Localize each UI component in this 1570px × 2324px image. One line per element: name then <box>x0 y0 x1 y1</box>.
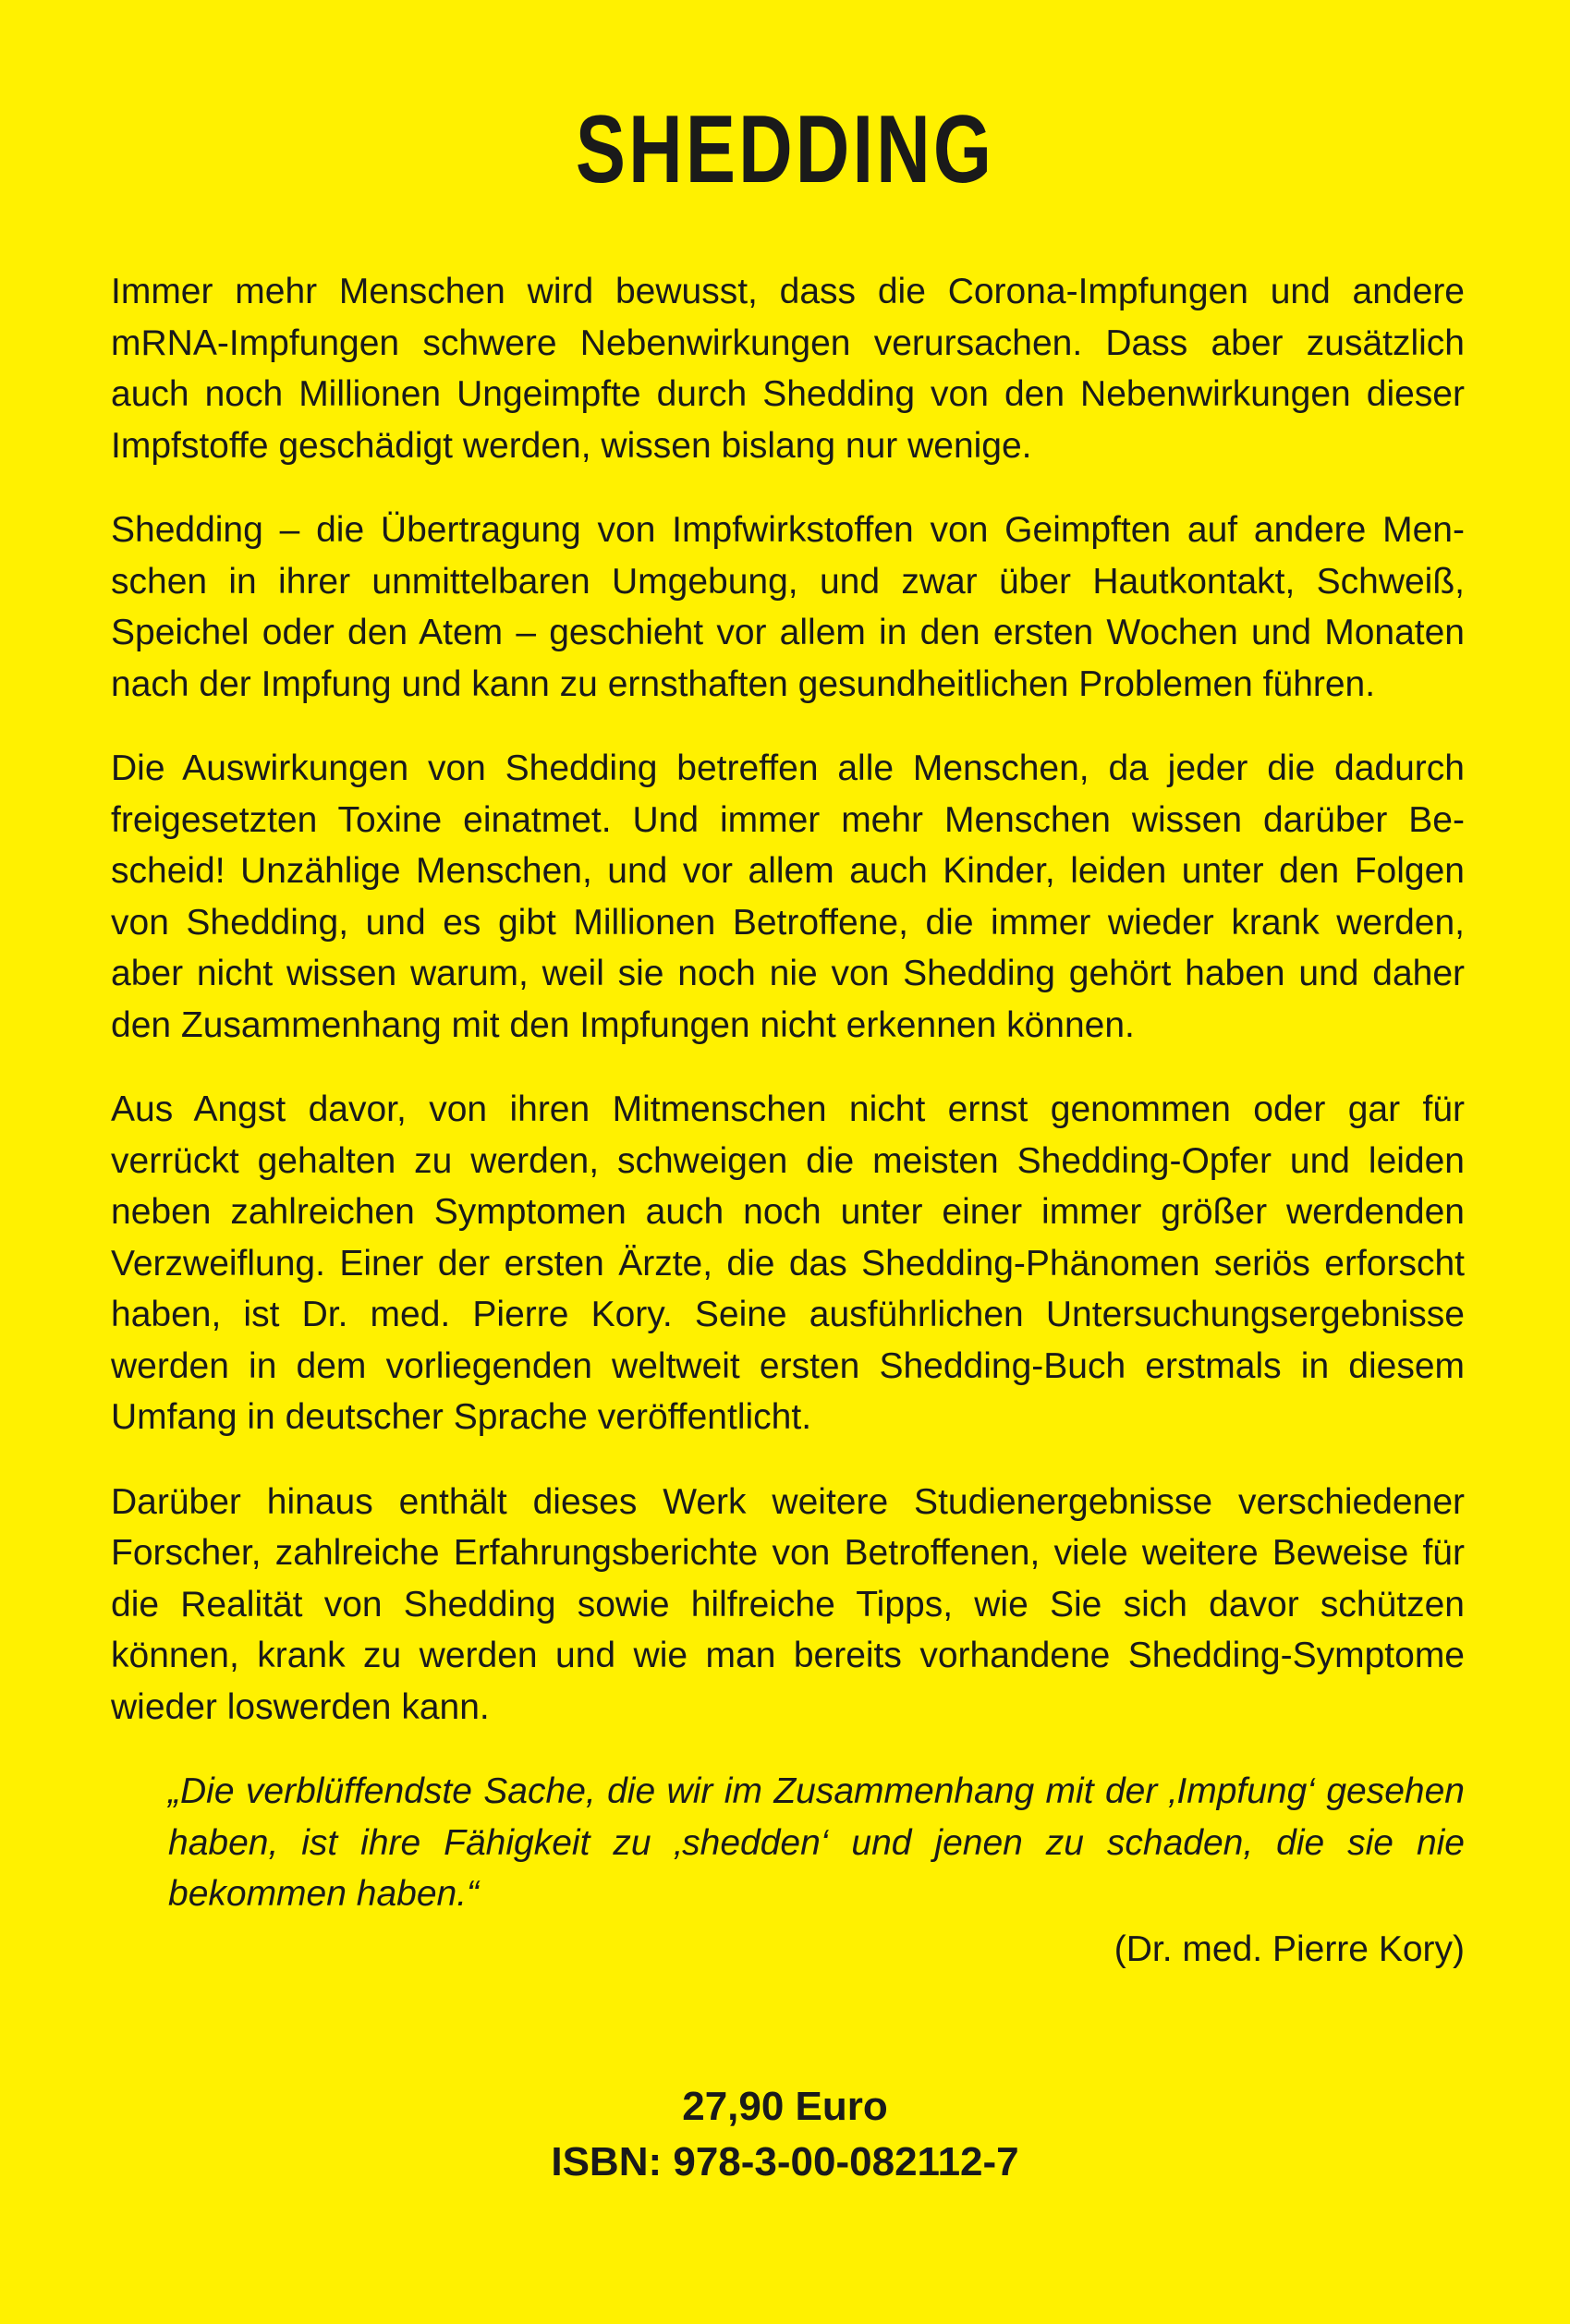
blurb-paragraph: Shedding – die Übertragung von Impfwirkstoffen von Geimpften auf andere Menschen in ihrer unmittelbaren Umgebung, und zwar über Hautkontakt, Schweiß, Speichel oder den Atem – geschieht vor allem in den ersten Wochen und Monaten nach der Impfung und kann zu ernsthaften gesundheitlichen Problemen führen. <box>111 510 1465 704</box>
pull-quote: „Die verblüffendste Sache, die wir im Zusammenhang mit der ‚Impfung‘ gesehen haben, ist ihre Fähigkeit zu ‚shedden‘ und jenen zu schaden, die sie nie bekommen haben.“ <box>168 1771 1465 1914</box>
blurb-text <box>111 266 1465 1975</box>
price-label: 27,90 Euro <box>682 2084 888 2129</box>
blurb-paragraph: Immer mehr Menschen wird bewusst, dass die Corona-Impfungen und andere mRNA-Impfungen schwere Nebenwirkungen verursachen. Dass aber zusätzlich auch noch Millionen Ungeimpfte durch Shedding von den Nebenwirkungen dieser Impfstoffe geschädigt werden, wissen bislang nur wenige. <box>111 272 1465 466</box>
isbn-label: ISBN: 978-3-00-082112-7 <box>551 2139 1019 2184</box>
cover-title: SHEDDING <box>575 96 995 203</box>
blurb-paragraph: Die Auswirkungen von Shedding betreffen alle Menschen, da jeder die dadurch freigesetzten Toxine einatmet. Und immer mehr Menschen wissen darüber Bescheid! Unzählige Menschen, und vor allem auch Kinder, leiden unter den Folgen von Shedding, und es gibt Millionen Betroffene, die immer wieder krank werden, aber nicht wissen warum, weil sie noch nie von Shedding gehört haben und daher den Zusammenhang mit den Impfungen nicht erkennen können. <box>111 748 1465 1045</box>
blurb-paragraph: Aus Angst davor, von ihren Mitmenschen nicht ernst genommen oder gar für verrückt gehalten zu werden, schweigen die meisten Shedding-Opfer und leiden neben zahlreichen Symptomen auch noch unter einer immer größer werdenden Verzweiflung. Einer der ersten Ärzte, die das Shedding-Phänomen seriös erforscht haben, ist Dr. med. Pierre Kory. Seine ausführlichen Untersuchungsergebnisse werden in dem vorliegenden weltweit ersten Shedding-Buch erstmals in diesem Umfang in deutscher Sprache veröffentlicht. <box>111 1089 1465 1437</box>
blurb-paragraph: Darüber hinaus enthält dieses Werk weitere Studienergebnisse verschiedener Forscher, zahlreiche Erfahrungsberichte von Betroffenen, viele weitere Beweise für die Realität von Shedding sowie hilfreiche Tipps, wie Sie sich davor schützen können, krank zu werden und wie man bereits vorhandene Shedding-Symptome wieder loswerden kann. <box>111 1481 1465 1727</box>
quote-attribution: (Dr. med. Pierre Kory) <box>1114 1929 1465 1969</box>
